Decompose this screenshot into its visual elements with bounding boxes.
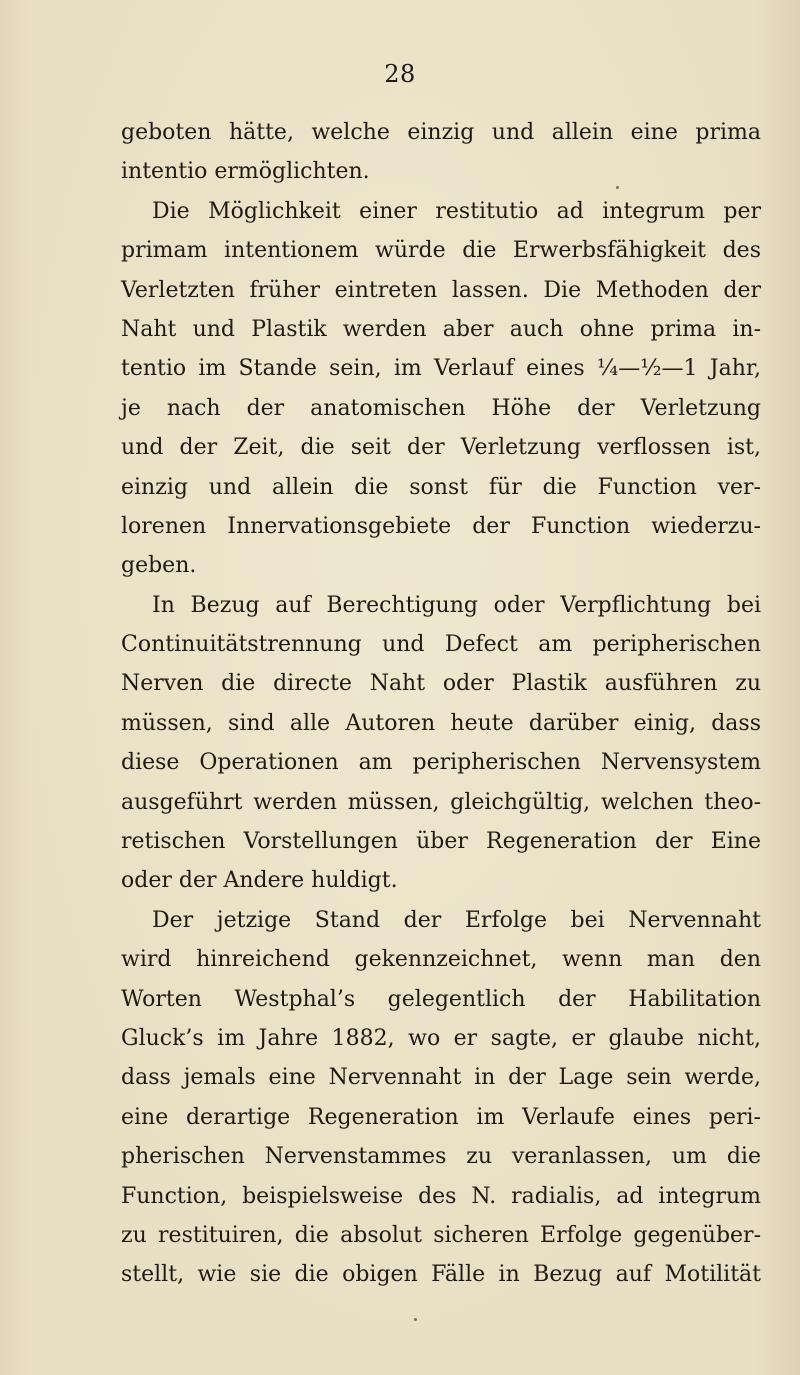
text-line: intentio ermöglichten. <box>121 159 370 185</box>
text-line: Function, beispielsweise des N. radialis, ad integrum <box>121 1183 761 1209</box>
text-line: dass jemals eine Nervennaht in der Lage sein werde, <box>121 1065 761 1091</box>
text-line: oder der Andere huldigt. <box>121 868 398 894</box>
text-line: In Bezug auf Berechtigung oder Verpflichtung bei <box>152 592 761 618</box>
text-line: und der Zeit, die seit der Verletzung verflossen ist, <box>121 435 761 461</box>
text-line: Naht und Plastik werden aber auch ohne prima in- <box>121 316 761 342</box>
text-line: einzig und allein die sonst für die Function ver- <box>121 474 761 500</box>
text-line: müssen, sind alle Autoren heute darüber einig, dass <box>121 710 761 736</box>
text-line: Nerven die directe Naht oder Plastik ausführen zu <box>121 671 761 697</box>
text-line: je nach der anatomischen Höhe der Verletzung <box>121 395 761 421</box>
text-line: Worten Westphal’s gelegentlich der Habilitation <box>121 986 761 1012</box>
text-line: primam intentionem würde die Erwerbsfähigkeit des <box>121 238 761 264</box>
text-line: Verletzten früher eintreten lassen. Die Methoden der <box>121 277 761 303</box>
text-line: tentio im Stande sein, im Verlauf eines ¼—½—1 Jahr, <box>121 356 761 382</box>
text-line: zu restituiren, die absolut sicheren Erfolge gegenüber- <box>121 1222 761 1248</box>
text-line: diese Operationen am peripherischen Nervensystem <box>121 750 761 776</box>
text-line: ausgeführt werden müssen, gleichgültig, welchen theo- <box>121 789 761 815</box>
text-line: stellt, wie sie die obigen Fälle in Bezug auf Motilität <box>121 1262 761 1288</box>
body-text <box>121 113 761 1295</box>
text-line: Die Möglichkeit einer restitutio ad integrum per <box>152 198 761 224</box>
text-line: geben. <box>121 553 197 579</box>
paper-speck <box>616 186 619 189</box>
text-line: wird hinreichend gekennzeichnet, wenn man den <box>121 947 761 973</box>
text-line: Gluck’s im Jahre 1882, wo er sagte, er glaube nicht, <box>121 1025 761 1051</box>
page-number: 28 <box>384 60 416 88</box>
text-line: lorenen Innervationsgebiete der Function wiederzu- <box>121 513 761 539</box>
text-line: pherischen Nervenstammes zu veranlassen, um die <box>121 1144 761 1170</box>
text-line: Der jetzige Stand der Erfolge bei Nervennaht <box>152 907 761 933</box>
paper-speck <box>414 1318 417 1321</box>
text-line: geboten hätte, welche einzig und allein eine prima <box>121 120 761 145</box>
text-line: eine derartige Regeneration im Verlaufe eines peri- <box>121 1104 761 1130</box>
text-line: Continuitätstrennung und Defect am peripherischen <box>121 632 761 658</box>
text-line: retischen Vorstellungen über Regeneration der Eine <box>121 829 761 855</box>
